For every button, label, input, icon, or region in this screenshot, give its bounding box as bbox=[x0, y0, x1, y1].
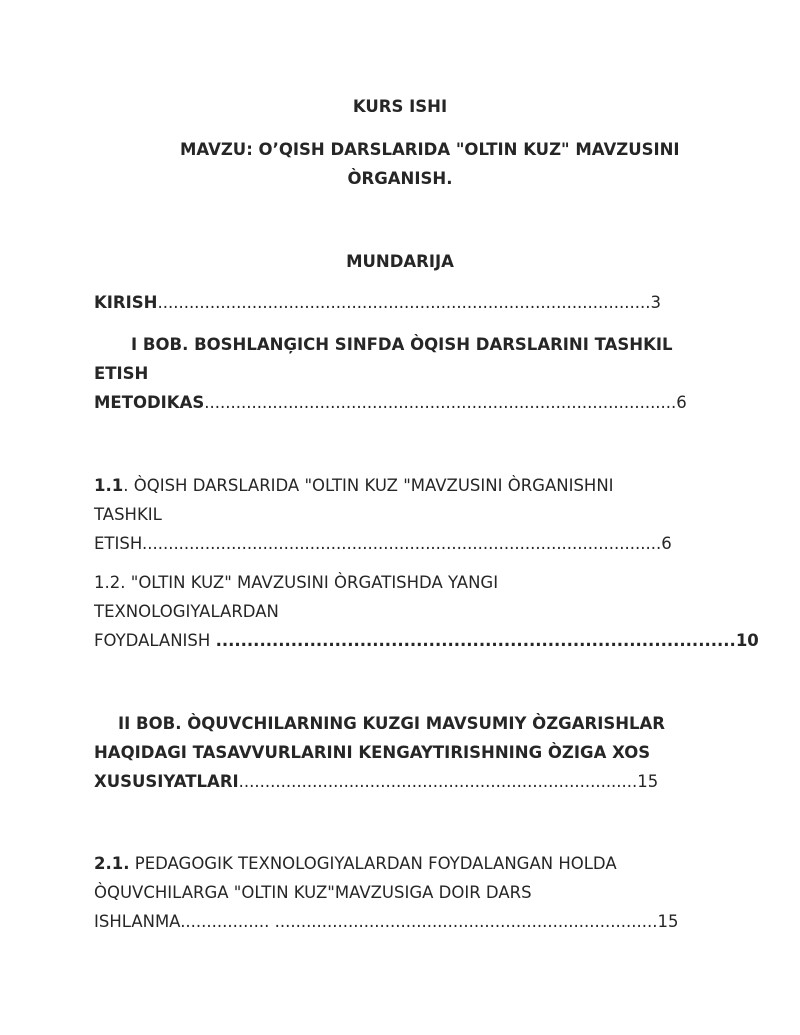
toc-leader-dots: .......................................................................................... bbox=[204, 393, 677, 412]
toc-section-number: 2.1. bbox=[94, 854, 130, 873]
toc-entry-title: KIRISH bbox=[94, 293, 158, 312]
toc-page-number: 3 bbox=[650, 293, 661, 312]
toc-entry-title: ISHLANMA bbox=[94, 912, 181, 931]
toc-chapter1-line1: I BOB. BOSHLANĢICH SINFDA ÒQISH DARSLARINI TASHKIL bbox=[131, 335, 673, 354]
toc-page-number: 15 bbox=[657, 912, 679, 931]
toc-page-number: 15 bbox=[637, 772, 659, 791]
toc-entry-section1-1 bbox=[94, 534, 672, 554]
toc-section2-1-line2: ÒQUVCHILARGA "OLTIN KUZ"MAVZUSIGA DOIR DARS bbox=[94, 883, 532, 902]
toc-entry-title: XUSUSIYATLARI bbox=[94, 772, 239, 791]
toc-section1-1-line1 bbox=[94, 476, 614, 496]
toc-leader-dots: ............................................................................ bbox=[238, 772, 638, 791]
toc-page-number: 6 bbox=[661, 534, 672, 553]
toc-entry-section1-2 bbox=[94, 631, 759, 651]
toc-section-title: PEDAGOGIK TEXNOLOGIYALARDAN FOYDALANGAN HOLDA bbox=[129, 854, 617, 873]
toc-section-number: 1.1 bbox=[94, 476, 124, 495]
toc-entry-title: ETISH bbox=[94, 534, 142, 553]
toc-chapter2-line2: HAQIDAGI TASAVVURLARINI KENGAYTIRISHNING ÒZIGA XOS bbox=[94, 743, 651, 762]
toc-section-title: . ÒQISH DARSLARIDA "OLTIN KUZ "MAVZUSINI ÒRGANISHNI bbox=[123, 476, 614, 495]
toc-leader-dots: ................. ......................................................................... bbox=[180, 912, 658, 931]
contents-title: MUNDARIJA bbox=[346, 252, 454, 271]
toc-entry-title: METODIKAS bbox=[94, 393, 205, 412]
toc-section1-1-line2: TASHKIL bbox=[94, 505, 162, 524]
topic-title-line1: MAVZU: O’QISH DARSLARIDA "OLTIN KUZ" MAVZUSINI bbox=[180, 140, 680, 159]
toc-section2-1-line1 bbox=[94, 854, 617, 874]
toc-section1-2-line1: 1.2. "OLTIN KUZ" MAVZUSINI ÒRGATISHDA YANGI bbox=[94, 573, 499, 592]
toc-entry-intro bbox=[94, 293, 661, 313]
toc-leader-dots: .............................................................................................. bbox=[157, 293, 651, 312]
toc-chapter2-line1: II BOB. ÒQUVCHILARNING KUZGI MAVSUMIY ÒZGARISHLAR bbox=[118, 714, 666, 733]
toc-section1-2-line2: TEXNOLOGIYALARDAN bbox=[94, 602, 279, 621]
toc-entry-chapter1 bbox=[94, 393, 687, 413]
toc-leader-dots: ................................................................................... bbox=[215, 631, 736, 650]
toc-page-number: 10 bbox=[735, 631, 759, 650]
toc-entry-chapter2 bbox=[94, 772, 658, 792]
toc-entry-section2-1 bbox=[94, 912, 678, 932]
topic-title-line2: ÒRGANISH. bbox=[347, 169, 453, 188]
document-heading: KURS ISHI bbox=[352, 97, 448, 116]
toc-entry-title: FOYDALANISH bbox=[94, 631, 216, 650]
toc-chapter1-line2: ETISH bbox=[94, 364, 149, 383]
toc-page-number: 6 bbox=[676, 393, 687, 412]
toc-leader-dots: ................................................................................................... bbox=[141, 534, 662, 553]
